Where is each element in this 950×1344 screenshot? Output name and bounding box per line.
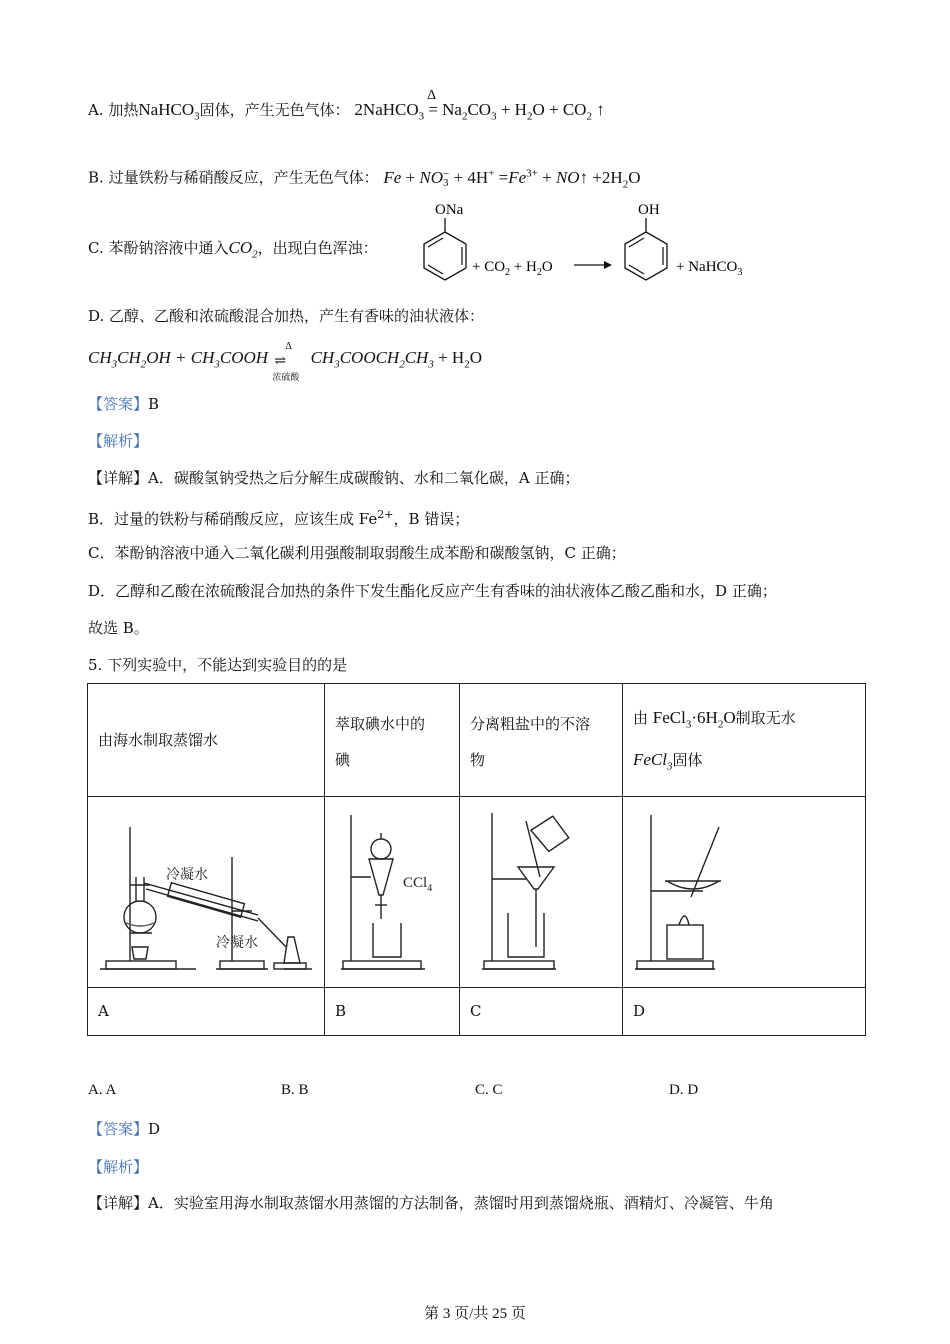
option-c: C. 苯酚钠溶液中通入$CO_2$，出现白色浑浊：: [88, 238, 378, 261]
detail-1b: B．过量的铁粉与稀硝酸反应，应该生成 $Fe^{2+}$，B 错误；: [88, 508, 470, 528]
label-c: C: [470, 1002, 482, 1020]
equation-a: 2NaHCO$_3$ Δ = $Na_2CO_3 + H_2O + CO_2$ ↑: [354, 88, 605, 123]
condenser-label-top: 冷凝水: [166, 868, 208, 883]
option-a: A. 加热NaHCO$_3$固体，产生无色气体： 2NaHCO$_3$ Δ = $Na_2CO_3 + H_2O + CO_2$ ↑: [88, 88, 605, 123]
oh-label: OH: [638, 202, 660, 218]
cell-d-title: 由 $FeCl_3\cdot 6H_2O$制取无水 FeCl$_3$固体: [633, 708, 796, 773]
benzene-ring-left: [424, 232, 466, 280]
page-footer: 第 3 页/共 25 页: [424, 1306, 526, 1322]
label-b: B: [335, 1002, 347, 1020]
option-b: B. 过量铁粉与稀硝酸反应，产生无色气体： Fe + NO− $3 + 4H^+ =Fe^{3+}$ + NO↑ $+2H_2O$: [88, 167, 641, 191]
detail-1c: C．苯酚钠溶液中通入二氧化碳利用强酸制取弱酸生成苯酚和碳酸氢钠，C 正确；: [88, 544, 626, 562]
equation-d: $CH_3CH_2OH$ + $CH_3COOH$ Δ ⇌ 浓硫酸 $CH_3COOCH_2CH_3 + H_2O$: [88, 341, 482, 383]
svg-text:+ CO2 + H2O: + $CO_2 + H_2O$: [472, 259, 553, 278]
cell-c-title: 分离粗盐中的不溶 物: [470, 715, 591, 769]
detail-2: 【详解】A．实验室用海水制取蒸馏水用蒸馏的方法制备，蒸馏时用到蒸馏烧瓶、酒精灯、冷凝管、牛角: [88, 1194, 774, 1212]
filtration-apparatus: [460, 797, 622, 983]
choice-d: D. D: [669, 1082, 699, 1098]
analysis-2: 【解析】: [88, 1158, 149, 1176]
question-5: 5. 下列实验中，不能达到实验目的的是: [88, 656, 348, 674]
distillation-apparatus: [88, 797, 324, 983]
detail-1-end: 故选 B。: [88, 619, 149, 637]
condenser-label-bottom: 冷凝水: [216, 936, 258, 951]
ona-label: ONa: [435, 202, 464, 218]
label-d: D: [633, 1002, 646, 1020]
phenoxide-equation-diagram: [410, 196, 770, 288]
extraction-apparatus: [325, 797, 459, 983]
detail-1a: 【详解】A．碳酸氢钠受热之后分解生成碳酸钠、水和二氧化碳，A 正确；: [88, 469, 580, 487]
svg-text:+ NaHCO3: + NaHCO$_3$: [676, 259, 743, 278]
option-d: D. 乙醇、乙酸和浓硫酸混合加热，产生有香味的油状液体：: [88, 307, 485, 325]
equation-b: Fe + NO− $3 + 4H^+ =Fe^{3+}$ + NO↑ $+2H_2O$: [383, 167, 641, 191]
choice-a: A. A: [88, 1082, 117, 1098]
option-label: A.: [88, 101, 104, 119]
answer-1: 【答案】B: [88, 395, 160, 413]
choice-b: B. B: [281, 1082, 309, 1098]
benzene-ring-right: [625, 232, 667, 280]
detail-1d: D．乙醇和乙酸在浓硫酸混合加热的条件下发生酯化反应产生有香味的油状液体乙酸乙酯和水，D 正确；: [88, 582, 777, 600]
answer-2: 【答案】D: [88, 1120, 161, 1138]
svg-text:CCl4: CCl$_4$: [403, 875, 433, 894]
experiment-table: [87, 683, 866, 1036]
evaporation-apparatus: [623, 797, 865, 983]
cell-a-title: 由海水制取蒸馏水: [98, 731, 219, 749]
cell-b-title: 萃取碘水中的 碘: [335, 715, 426, 769]
choice-c: C. C: [475, 1082, 503, 1098]
label-a: A: [98, 1002, 109, 1020]
analysis-1: 【解析】: [88, 432, 149, 450]
